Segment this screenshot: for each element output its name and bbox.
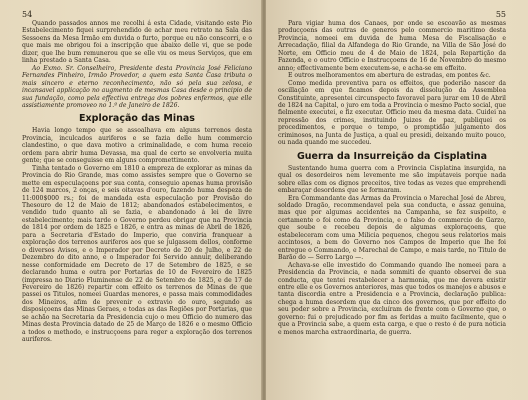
paragraph: Quando passados annos me recolhi á esta Cidade, visitando este Pio Estabelecimento fiquei surprehendido de achar meu retrato na Sala das Sessoens da Mesa Irmão em duvida o furto, porque eu não conscorri, e o que mais me obrigou foi a inscripção que abaixo delle vi, que se pode dizer, que lhe bum remunerou que se elle viu os meus Serviços, que em linha prestado a Santa Casa. [22,20,252,65]
paragraph: Achava-se elle investido do Commando quando lhe nomeei para a Presidencia da Provincia, e nada sommiti de quanto observei de sua conducta, que tentei restabelecer a harmonia, que me devera existir entre elle e os Governos anteriores, mas que todos os manejos e abusos e tanta discordia entre a Presidencia e a Provincia, declaração publica: chega a huma desordem que da cinco dos governos, que por effeito do seu poder sobre a Provincia, excluíram de frente com o Governo que, o governo: fui o prejudicado por fim as feridas a muito facilmente, que o que a Provincia sabe, a quem esta carga, e que o resto é de pura noticia e menos marcha extraordinaria, de guerra. [278,261,506,336]
paragraph: Havia longo tempo que se assoalhava em alguns terrenos desta Provincia, inculcados auriferos e se fazia delle hum commercio clandestino, o que dava motivo a criminalidade, e com huma receio ordem para abrir huma Devassa, ma qual de certo se envolveria muita gente; que se conseguisse em alguns compromettimento. [22,127,252,165]
inscription-quote: Ao Exmo. Sr. Conselheiro, Presidente desta Provincia José Feliciano Fernandes Pinheiro, Irmão Provedor, a quem esta Santa Casa tributa o mais sincero e eterno reconhecimento, não só pela sua zelosa, e incansavel applicação no augmento de mesmas Casa desde o principio de sua fundação, como pela effectiva entrega dos pobres enfermos, que elle assistiamente promoveo no 1.º de Janeiro de 1826. [22,64,252,109]
paragraph: Era Commandante das Armas da Provincia o Marechal José de Abreu, soldado Dragão, recommendavel pela sua conducta, e assaz genuina, mas que por algumas accidentes na Campanha, se fez suspeito, e certamente o foi como da Provincia, e o falso do commercio de Garzo, que soube e recebeu depois de algumas exploraçoens, que estabeleceram com uma Milicia pequenos, chegou seus relatorios mais accintosos, a bem do Governo nos Campos de Imperio que lhe foi entregue o Commando, e Marechal de Campo, e mais tarde, no Titulo de Barão do — Serro Largo —. [278,194,506,262]
section-heading-minas: Exploração das Minas [79,113,195,125]
right-page [266,0,528,400]
paragraph: E outros melhoramentos em abertura de estradas, em pontes &c. [288,72,491,80]
left-page [0,0,262,400]
paragraph: Tinha tentado o Governo em 1810 a empreza de explorar as minas da Provincia do Rio Grande, mas como assistes sempre que o Governo se mette em especulaçoens por sua conta, conseguio apenas huma provisão de 124 marcos, 2 onças, e seis oitavas d'ouro, fazendo huma despeza de 11:000$000 rs.; foi de mandada esta especulação por Provisão do Thesouro de 12 de Maio de 1812; abandonados estabelecimentos, e vendido tudo quanto ali se fazia, e abandonado á lei de livre estabelecimento; mais tarde o Governo perdeu obrigar que na Provincia de 1814 por ordem de 1825 e 1826, e entra as minas de Abril de 1826, para a Secretaria d'Estado do Imperio, que conviria franquear a exploração dos terrenos auriferos aos que se julgassem dellos, conforme o diversos Avisos, e o Imperador por Decreto de 20 de Julho, e 22 de Dezembro do dito anno, e o Imperador foi Servido annuir, deliberando nesse conformidade em Decreto de 17 de Setembro de 1825, e se declarando huma e outra por Portarias de 10 de Fevereiro de 1825 (impressa no Diario Fluminense de 22 de Setembro de 1825, e de 17 de Fevereiro de 1826) repartir com effeito os terrenos de Minas de que passei os Titulos, nomeei Guardas menores, e passa mais commodidades dos Mineiros, afim de prevenir o extravio do ouro, segundo as disposiçoens das Minas Geraes, e todas as das Regiões por Portarias, que se achão na Secretaria da Presidencia cujo o meu Officio do numero das Minas desta Provincia datado de 25 de Março de 1826 e o mesmo Officio a todos o methodo, e instrucçoens para reger a exploração dos terrenos auriferos. [22,164,252,344]
paragraph: Como medida preventiva para os effeitos, que poderião nascer da oscillação em que ficamos depois da dissolução da Assemblea Constituinte, apresentei circunspecto favoravel para jurar em 10 de Abril de 1824 na Capital, o juro em toda a Provincia o mesmo Pacto social, que fielmente executei, e fiz executar. Officio meu da mesma data. Cuidei na repressão dos crimes, instituindo Juizes de paz, publiquei os procedimentos, e porque o tempo, o promptidão julgamento dos criminosos, na Junta de Justiça, a qual eu presidi, deixando muito pouco, ou nada quando me succedeu. [278,79,506,147]
section-heading-cisplatina: Guerra da Insurreição da Cisplatina [296,150,488,162]
paragraph: Para vigiar huma dos Canaes, por onde se escoavão as mesmas producçoens das outras de generos pelo commercio maritimo desta Provincia, nomeei em duvida de huma Mesa de Fiscalisação e Arrecadação, filial da Alfandega do Rio Grande, na Villa de São José do Norte, em Officio meu de 4 de Maio de 1824, pela Repartição da Fazenda, e o outro Officio e Instrucçoens de 16 de Novembro do mesmo anno; effectivamente bem executem-se, e acha-se em effeito. [278,20,506,72]
page-number-left: 54 [22,10,33,19]
page-number-right: 55 [495,10,506,19]
paragraph: Sustentando huma guerra com a Provincia Cisplatina insurgida, na qual os desordeiros nem levemente me são imputaveis porque nada sobre ellas com os dignos preceitos, tive todas as vezes que emprehendi embaraçar desordens que se formaram. [278,164,506,195]
